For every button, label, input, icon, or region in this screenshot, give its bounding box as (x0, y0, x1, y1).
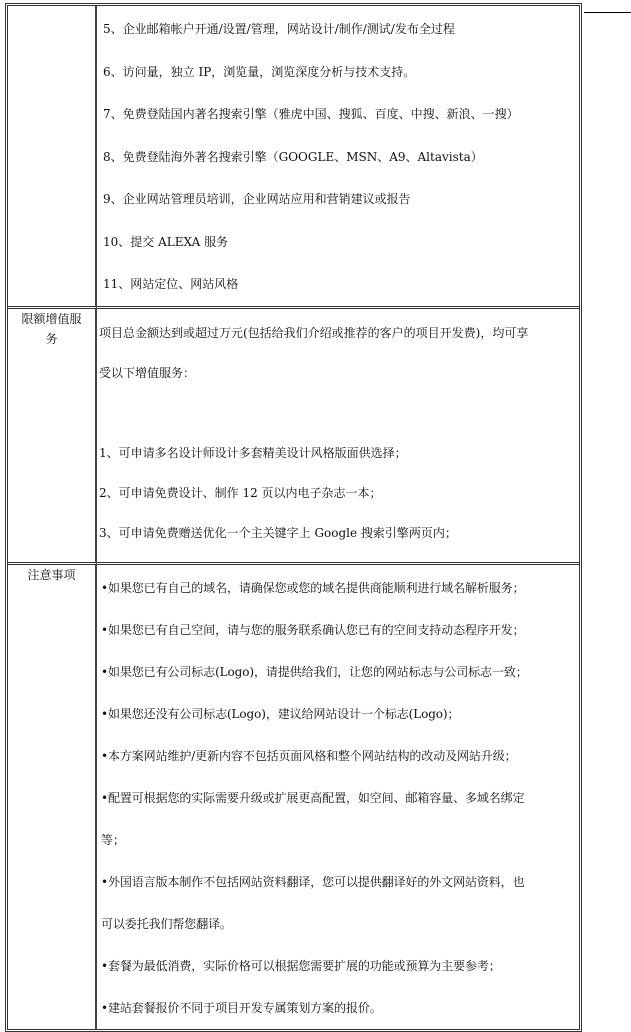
note-item: •外国语言版本制作不包括网站资料翻译，您可以提供翻译好的外文网站资料，也 (101, 874, 525, 889)
notes-content-cell (97, 562, 579, 1029)
limited-item: 1、可申请多名设计师设计多套精美设计风格版面供选择； (99, 445, 407, 460)
service-item: 8、免费登陆海外著名搜索引擎（GOOGLE、MSN、A9、Altavista） (103, 149, 483, 164)
service-item: 10、提交 ALEXA 服务 (103, 234, 229, 249)
note-item: •配置可根据您的实际需要升级或扩展更高配置，如空间、邮箱容量、多域名绑定 (101, 790, 525, 805)
limited-intro: 项目总金额达到或超过万元(包括给我们介绍或推荐的客户的项目开发费)，均可享 (99, 325, 529, 340)
service-table (5, 3, 582, 1032)
limited-item: 3、可申请免费赠送优化一个主关键字上 Google 搜索引擎两页内； (99, 525, 457, 540)
note-item: •如果您已有公司标志(Logo)，请提供给我们，让您的网站标志与公司标志一致； (101, 664, 528, 679)
service-item: 11、网站定位、网站风格 (103, 277, 239, 291)
service-item: 7、免费登陆国内著名搜索引擎（雅虎中国、搜狐、百度、中搜、新浪、一搜） (103, 107, 519, 121)
header-rule (584, 12, 631, 13)
note-item: •如果您还没有公司标志(Logo)，建议给网站设计一个标志(Logo)； (101, 706, 460, 721)
service-item: 9、企业网站管理员培训，企业网站应用和营销建议或报告 (103, 192, 411, 206)
limited-label: 限额增值服 务 (21, 311, 82, 346)
note-item: 等； (101, 832, 125, 847)
limited-intro: 受以下增值服务： (99, 365, 196, 380)
services-row (8, 6, 579, 306)
limited-label-cell (8, 306, 97, 562)
notes-label: 注意事项 (27, 567, 76, 582)
service-item: 6、访问量，独立 IP，浏览量，浏览深度分析与技术支持。 (103, 64, 416, 79)
service-item: 5、企业邮箱帐户开通/设置/管理，网站设计/制作/测试/发布全过程 (103, 22, 455, 36)
services-content-cell (97, 6, 579, 306)
limited-row (8, 306, 579, 562)
services-label-cell (8, 6, 97, 306)
notes-row (8, 562, 579, 1029)
limited-item: 2、可申请免费设计、制作 12 页以内电子杂志一本； (99, 485, 382, 500)
note-item: •套餐为最低消费，实际价格可以根据您需要扩展的功能或预算为主要参考； (101, 958, 501, 973)
note-item: •如果您已有自己的域名，请确保您或您的域名提供商能顺利进行域名解析服务； (101, 580, 525, 595)
note-item: 可以委托我们帮您翻译。 (101, 916, 232, 931)
notes-label-cell (8, 562, 97, 1029)
note-item: •如果您已有自己空间，请与您的服务联系确认您已有的空间支持动态程序开发； (101, 622, 525, 637)
note-item: •建站套餐报价不同于项目开发专属策划方案的报价。 (101, 1000, 382, 1015)
limited-content-cell (97, 306, 579, 562)
note-item: •本方案网站维护/更新内容不包括页面风格和整个网站结构的改动及网站升级； (101, 748, 517, 763)
